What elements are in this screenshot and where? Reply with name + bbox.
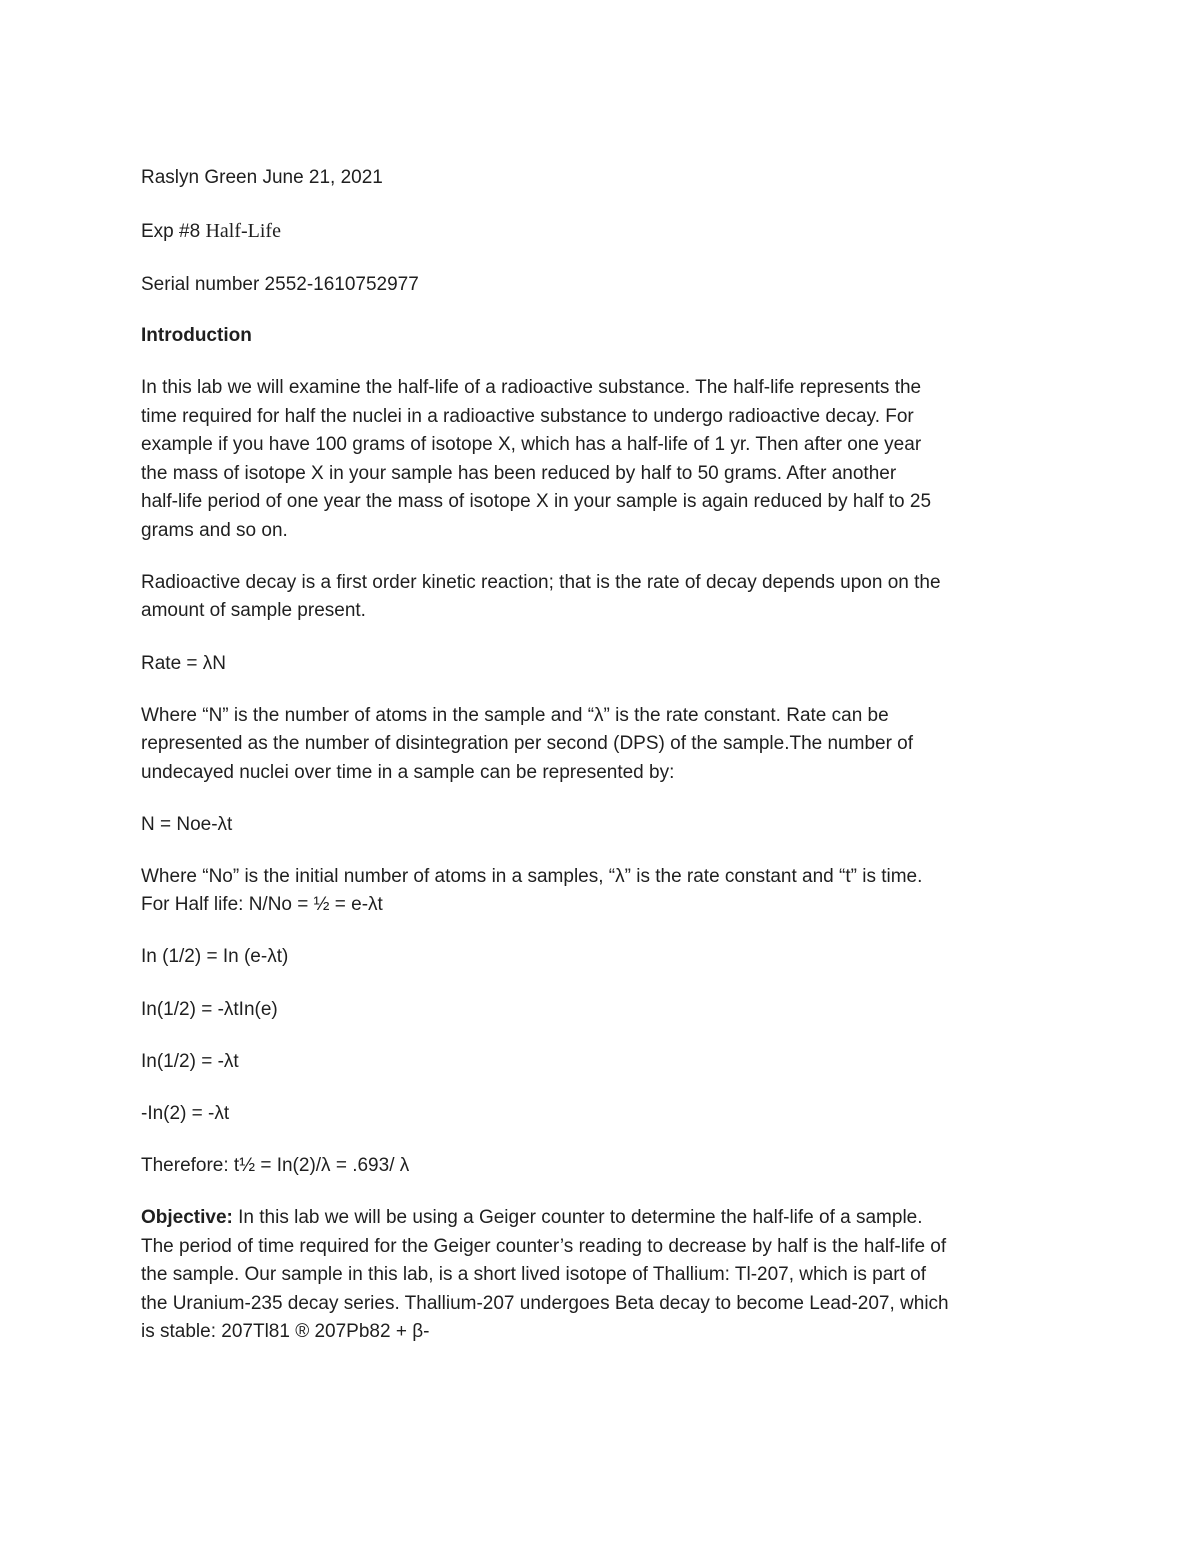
paragraph-line: time required for half the nuclei in a radioactive substance to undergo radioactive decay. For bbox=[141, 406, 914, 427]
paragraph-line: the sample. Our sample in this lab, is a short lived isotope of Thallium: Tl-207, which is part of bbox=[141, 1264, 926, 1285]
derivation-step: In(1/2) = -λtIn(e) bbox=[141, 999, 278, 1020]
decay-equation: N = Noe-λt bbox=[141, 814, 233, 835]
objective-first-line bbox=[141, 1204, 923, 1232]
paragraph-line: example if you have 100 grams of isotope X, which has a half-life of 1 yr. Then after one year bbox=[141, 434, 922, 455]
paragraph-line: Where “No” is the initial number of atoms in a samples, “λ” is the rate constant and “t” is time. bbox=[141, 866, 923, 887]
paragraph-line: The period of time required for the Geiger counter’s reading to decrease by half is the half-life of bbox=[141, 1236, 947, 1257]
paragraph-line: For Half life: N/No = ½ = e-λt bbox=[141, 894, 383, 915]
paragraph-line: grams and so on. bbox=[141, 520, 288, 541]
derivation-step: -In(2) = -λt bbox=[141, 1103, 230, 1124]
paragraph-line: is stable: 207Tl81 ® 207Pb82 + β- bbox=[141, 1321, 430, 1342]
paragraph-line: amount of sample present. bbox=[141, 600, 366, 621]
paragraph-line: Radioactive decay is a first order kinetic reaction; that is the rate of decay depends upon on the bbox=[141, 572, 941, 593]
author-date-line: Raslyn Green June 21, 2021 bbox=[141, 167, 383, 188]
experiment-number: Exp #8 bbox=[141, 221, 206, 242]
paragraph-line: represented as the number of disintegration per second (DPS) of the sample.The number of bbox=[141, 733, 914, 754]
paragraph-line: In this lab we will examine the half-life of a radioactive substance. The half-life represents the bbox=[141, 377, 922, 398]
paragraph-line: undecayed nuclei over time in a sample can be represented by: bbox=[141, 762, 675, 783]
experiment-title: Half-Life bbox=[205, 220, 281, 242]
rate-equation: Rate = λN bbox=[141, 653, 227, 674]
paragraph-line: the mass of isotope X in your sample has been reduced by half to 50 grams. After another bbox=[141, 463, 897, 484]
experiment-title-line bbox=[141, 217, 281, 246]
introduction-heading: Introduction bbox=[141, 325, 252, 346]
paragraph-line: half-life period of one year the mass of isotope X in your sample is again reduced by half to 25 bbox=[141, 491, 932, 512]
derivation-step: In(1/2) = -λt bbox=[141, 1051, 239, 1072]
serial-number-line: Serial number 2552-1610752977 bbox=[141, 274, 419, 295]
paragraph-line: the Uranium-235 decay series. Thallium-207 undergoes Beta decay to become Lead-207, which bbox=[141, 1293, 949, 1314]
paragraph-line: Where “N” is the number of atoms in the sample and “λ” is the rate constant. Rate can be bbox=[141, 705, 889, 726]
objective-label: Objective: bbox=[141, 1207, 233, 1228]
derivation-step: In (1/2) = In (e-λt) bbox=[141, 946, 289, 967]
derivation-result: Therefore: t½ = In(2)/λ = .693/ λ bbox=[141, 1155, 410, 1176]
objective-text: In this lab we will be using a Geiger counter to determine the half-life of a sample. bbox=[232, 1207, 923, 1228]
